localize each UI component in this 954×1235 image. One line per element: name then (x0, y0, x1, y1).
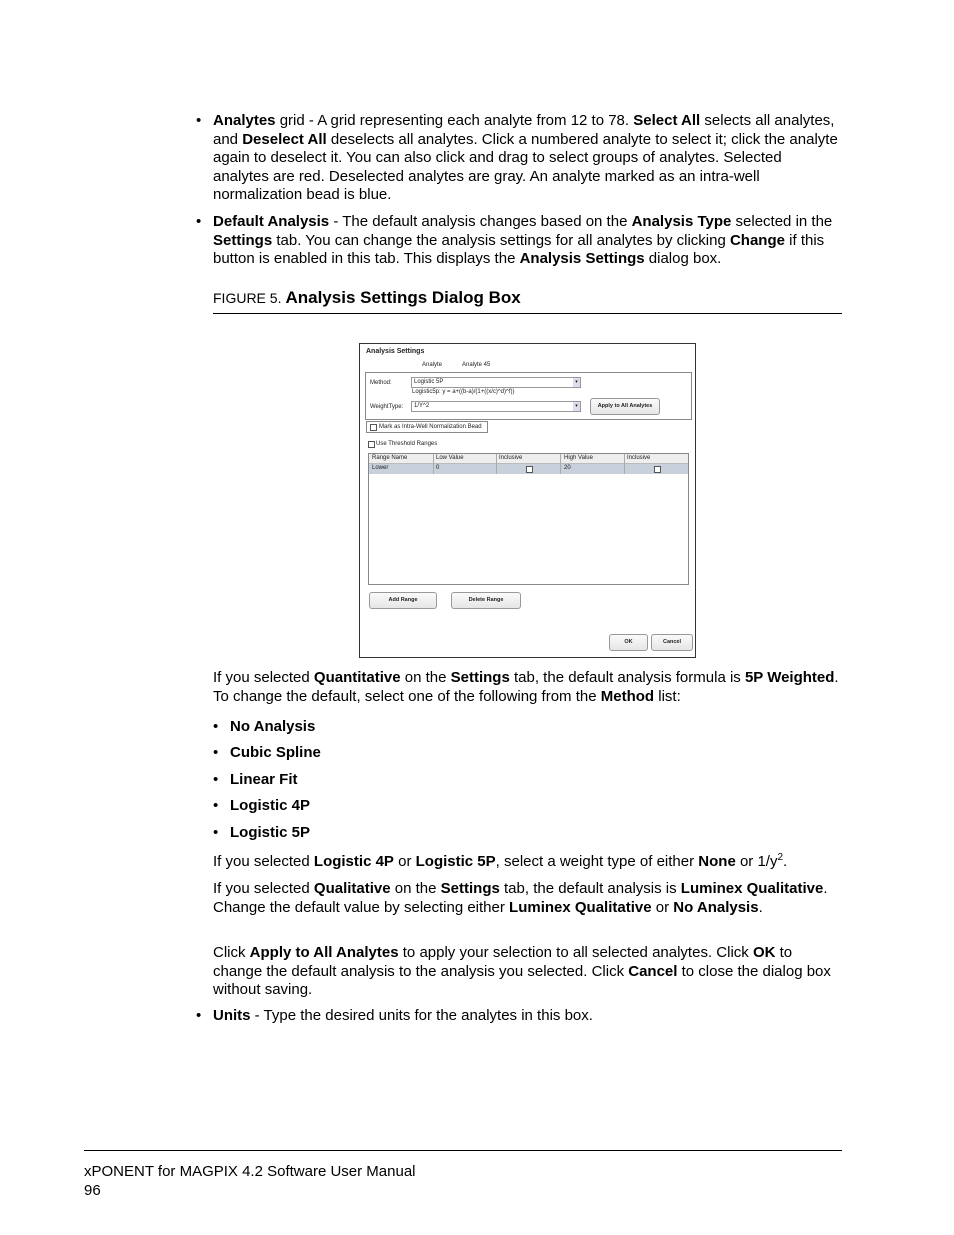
row-low-value: 0 (436, 465, 440, 471)
mark-intra-well-label: Mark as Intra-Well Normalization Bead (379, 424, 482, 430)
paragraph-qualitative: If you selected Qualitative on the Settings tab, the default analysis is Luminex Qualitative. Change the default value by selecting either Luminex Qualitative or No Analysis. (213, 880, 828, 916)
chevron-down-icon: ▾ (573, 378, 580, 387)
mark-intra-well-checkbox[interactable] (370, 424, 377, 431)
method-select[interactable] (411, 377, 581, 388)
threshold-table (368, 453, 689, 585)
row-high-value: 20 (564, 465, 571, 471)
bullet-dot: • (196, 112, 202, 129)
table-header (369, 454, 688, 464)
default-analysis-text: Default Analysis - The default analysis changes based on the Analysis Type selected in the Settings tab. You can change the analysis settings for all analytes by clicking Change if this button is enabled in this tab. This displays the Analysis Settings dialog box. (213, 213, 833, 267)
figure-number: FIGURE 5. (213, 290, 282, 306)
col-low-value: Low Value (436, 455, 464, 461)
weight-value: 1/Y^2 (414, 403, 430, 409)
chevron-down-icon: ▾ (573, 402, 580, 411)
use-threshold-label: Use Threshold Ranges (376, 441, 438, 447)
weight-label: WeightType: (370, 404, 404, 410)
mark-intra-well-box[interactable] (366, 421, 488, 433)
footer-page-number: 96 (84, 1182, 101, 1199)
analyte-value: Analyte 45 (462, 362, 491, 368)
analysis-settings-dialog (359, 343, 696, 658)
paragraph-weight: If you selected Logistic 4P or Logistic 5P, select a weight type of either None or $1/y^2$. (213, 852, 788, 870)
row-inclusive-low-checkbox[interactable] (526, 466, 533, 473)
method-group (365, 372, 692, 420)
analyte-label: Analyte (422, 362, 443, 368)
method-label: Method: (370, 380, 392, 386)
col-inclusive-high: Inclusive (627, 455, 651, 461)
col-high-value: High Value (564, 455, 593, 461)
column-divider (496, 454, 497, 474)
cancel-button[interactable]: Cancel (651, 634, 693, 651)
analytes-text: Analytes grid - A grid representing each analyte from 12 to 78. Select All selects all analytes, and Deselect All deselects all analytes. Click a numbered analyte to select it; click the analyte again to deselect it. You can also click and drag to select groups of analytes. Selected analytes are red. Deselected analytes are gray. An analyte marked as an intra-well normalization bead is blue. (213, 112, 838, 203)
add-range-button[interactable]: Add Range (369, 592, 437, 609)
method-value: Logistic 5P (414, 379, 444, 385)
figure-title: Analysis Settings Dialog Box (285, 288, 521, 307)
units-text: Units - Type the desired units for the analytes in this box. (213, 1007, 593, 1024)
col-inclusive-low: Inclusive (499, 455, 523, 461)
paragraph-quantitative: If you selected Quantitative on the Settings tab, the default analysis formula is 5P Weighted. To change the default, select one of the following from the Method list: (213, 669, 839, 705)
dialog-title: Analysis Settings (366, 348, 425, 355)
method-formula: Logistic5p: y = a+((b-a)/(1+((x/c)^d)^f)) (412, 389, 515, 395)
footer-manual-title: xPONENT for MAGPIX 4.2 Software User Manual (84, 1163, 416, 1180)
table-row[interactable] (369, 464, 688, 474)
column-divider (624, 454, 625, 474)
row-range-name: Lower (372, 465, 389, 471)
bullet-dot: • (196, 1007, 202, 1024)
footer-rule (84, 1150, 842, 1151)
row-inclusive-high-checkbox[interactable] (654, 466, 661, 473)
use-threshold-checkbox[interactable] (368, 441, 375, 448)
bullet-dot: • (196, 213, 202, 230)
delete-range-button[interactable]: Delete Range (451, 592, 521, 609)
ok-button[interactable]: OK (609, 634, 648, 651)
paragraph-apply: Click Apply to All Analytes to apply your selection to all selected analytes. Click OK to change the default analysis to the analysis you selected. Click Cancel to close the dialog box without saving. (213, 944, 831, 998)
apply-to-all-button[interactable]: Apply to All Analytes (590, 398, 660, 415)
figure-caption (213, 289, 842, 314)
column-divider (560, 454, 561, 474)
col-range-name: Range Name (372, 455, 408, 461)
weight-select[interactable] (411, 401, 581, 412)
column-divider (433, 454, 434, 474)
